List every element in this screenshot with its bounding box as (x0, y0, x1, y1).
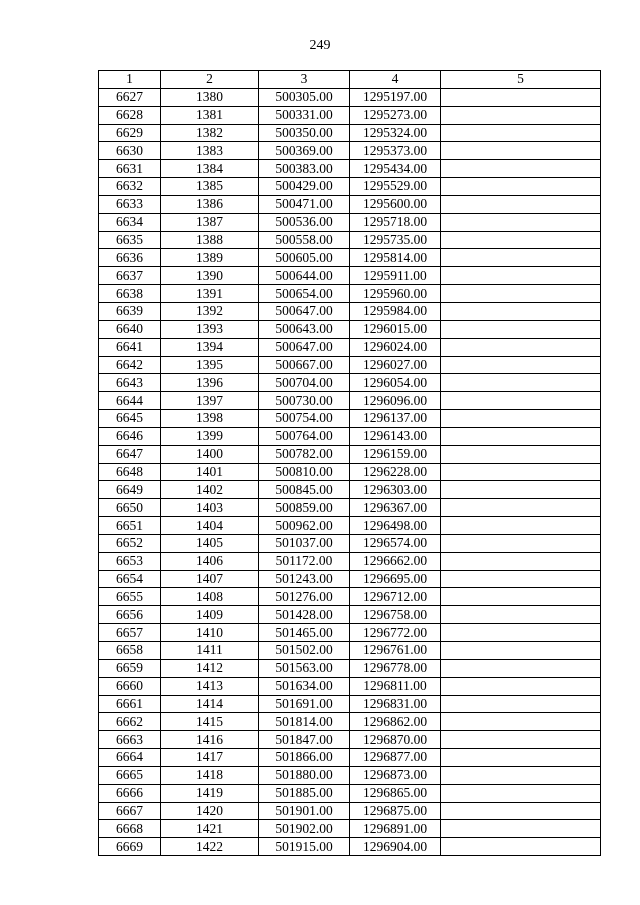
y-coordinate-cell: 1296761.00 (350, 642, 441, 660)
x-coordinate-cell: 501465.00 (259, 624, 350, 642)
table-row (99, 624, 601, 642)
table-row (99, 677, 601, 695)
table-row (99, 231, 601, 249)
note-cell (441, 463, 601, 481)
vertex-number-cell: 1387 (161, 213, 259, 231)
point-number-cell: 6645 (99, 410, 161, 428)
y-coordinate-cell: 1296862.00 (350, 713, 441, 731)
x-coordinate-cell: 501243.00 (259, 570, 350, 588)
vertex-number-cell: 1404 (161, 517, 259, 535)
table-row (99, 802, 601, 820)
table-row (99, 410, 601, 428)
table-row (99, 534, 601, 552)
vertex-number-cell: 1389 (161, 249, 259, 267)
x-coordinate-cell: 501880.00 (259, 766, 350, 784)
note-cell (441, 749, 601, 767)
point-number-cell: 6628 (99, 106, 161, 124)
note-cell (441, 392, 601, 410)
x-coordinate-cell: 501172.00 (259, 552, 350, 570)
note-cell (441, 160, 601, 178)
note-cell (441, 445, 601, 463)
x-coordinate-cell: 500962.00 (259, 517, 350, 535)
vertex-number-cell: 1384 (161, 160, 259, 178)
x-coordinate-cell: 500704.00 (259, 374, 350, 392)
x-coordinate-cell: 500643.00 (259, 320, 350, 338)
vertex-number-cell: 1381 (161, 106, 259, 124)
y-coordinate-cell: 1296778.00 (350, 659, 441, 677)
vertex-number-cell: 1396 (161, 374, 259, 392)
vertex-number-cell: 1393 (161, 320, 259, 338)
point-number-cell: 6641 (99, 338, 161, 356)
table-row (99, 606, 601, 624)
table-row (99, 642, 601, 660)
table-row (99, 195, 601, 213)
point-number-cell: 6631 (99, 160, 161, 178)
y-coordinate-cell: 1296875.00 (350, 802, 441, 820)
note-cell (441, 517, 601, 535)
x-coordinate-cell: 500350.00 (259, 124, 350, 142)
note-cell (441, 338, 601, 356)
note-cell (441, 178, 601, 196)
table-row (99, 142, 601, 160)
point-number-cell: 6644 (99, 392, 161, 410)
note-cell (441, 499, 601, 517)
vertex-number-cell: 1386 (161, 195, 259, 213)
x-coordinate-cell: 501634.00 (259, 677, 350, 695)
note-cell (441, 784, 601, 802)
x-coordinate-cell: 500369.00 (259, 142, 350, 160)
x-coordinate-cell: 501885.00 (259, 784, 350, 802)
point-number-cell: 6648 (99, 463, 161, 481)
table-row (99, 249, 601, 267)
note-cell (441, 195, 601, 213)
vertex-number-cell: 1414 (161, 695, 259, 713)
vertex-number-cell: 1394 (161, 338, 259, 356)
y-coordinate-cell: 1295600.00 (350, 195, 441, 213)
y-coordinate-cell: 1296870.00 (350, 731, 441, 749)
vertex-number-cell: 1409 (161, 606, 259, 624)
x-coordinate-cell: 500383.00 (259, 160, 350, 178)
y-coordinate-cell: 1296367.00 (350, 499, 441, 517)
point-number-cell: 6664 (99, 749, 161, 767)
x-coordinate-cell: 500782.00 (259, 445, 350, 463)
point-number-cell: 6629 (99, 124, 161, 142)
table-row (99, 463, 601, 481)
vertex-number-cell: 1401 (161, 463, 259, 481)
y-coordinate-cell: 1296865.00 (350, 784, 441, 802)
x-coordinate-cell: 501915.00 (259, 838, 350, 856)
column-header-2: 2 (161, 71, 259, 89)
column-header-1: 1 (99, 71, 161, 89)
note-cell (441, 142, 601, 160)
point-number-cell: 6650 (99, 499, 161, 517)
column-header-5: 5 (441, 71, 601, 89)
y-coordinate-cell: 1296159.00 (350, 445, 441, 463)
vertex-number-cell: 1403 (161, 499, 259, 517)
column-header-3: 3 (259, 71, 350, 89)
note-cell (441, 766, 601, 784)
y-coordinate-cell: 1296498.00 (350, 517, 441, 535)
x-coordinate-cell: 500730.00 (259, 392, 350, 410)
table-row (99, 695, 601, 713)
vertex-number-cell: 1399 (161, 427, 259, 445)
y-coordinate-cell: 1296877.00 (350, 749, 441, 767)
y-coordinate-cell: 1296891.00 (350, 820, 441, 838)
point-number-cell: 6667 (99, 802, 161, 820)
x-coordinate-cell: 500471.00 (259, 195, 350, 213)
table-row (99, 285, 601, 303)
note-cell (441, 570, 601, 588)
table-row (99, 106, 601, 124)
y-coordinate-cell: 1295984.00 (350, 302, 441, 320)
page-number: 249 (309, 38, 331, 53)
note-cell (441, 320, 601, 338)
y-coordinate-cell: 1296024.00 (350, 338, 441, 356)
vertex-number-cell: 1406 (161, 552, 259, 570)
vertex-number-cell: 1388 (161, 231, 259, 249)
x-coordinate-cell: 501276.00 (259, 588, 350, 606)
vertex-number-cell: 1395 (161, 356, 259, 374)
point-number-cell: 6647 (99, 445, 161, 463)
x-coordinate-cell: 500558.00 (259, 231, 350, 249)
point-number-cell: 6643 (99, 374, 161, 392)
y-coordinate-cell: 1296873.00 (350, 766, 441, 784)
note-cell (441, 677, 601, 695)
note-cell (441, 88, 601, 106)
vertex-number-cell: 1382 (161, 124, 259, 142)
note-cell (441, 552, 601, 570)
vertex-number-cell: 1380 (161, 88, 259, 106)
x-coordinate-cell: 500305.00 (259, 88, 350, 106)
point-number-cell: 6655 (99, 588, 161, 606)
note-cell (441, 302, 601, 320)
note-cell (441, 374, 601, 392)
y-coordinate-cell: 1296054.00 (350, 374, 441, 392)
point-number-cell: 6642 (99, 356, 161, 374)
x-coordinate-cell: 501502.00 (259, 642, 350, 660)
point-number-cell: 6659 (99, 659, 161, 677)
note-cell (441, 642, 601, 660)
table-row (99, 445, 601, 463)
y-coordinate-cell: 1295718.00 (350, 213, 441, 231)
point-number-cell: 6658 (99, 642, 161, 660)
vertex-number-cell: 1390 (161, 267, 259, 285)
y-coordinate-cell: 1296772.00 (350, 624, 441, 642)
note-cell (441, 838, 601, 856)
table-row (99, 731, 601, 749)
x-coordinate-cell: 500859.00 (259, 499, 350, 517)
x-coordinate-cell: 501691.00 (259, 695, 350, 713)
point-number-cell: 6635 (99, 231, 161, 249)
y-coordinate-cell: 1295434.00 (350, 160, 441, 178)
vertex-number-cell: 1410 (161, 624, 259, 642)
y-coordinate-cell: 1295960.00 (350, 285, 441, 303)
point-number-cell: 6660 (99, 677, 161, 695)
table-row (99, 392, 601, 410)
point-number-cell: 6661 (99, 695, 161, 713)
y-coordinate-cell: 1296712.00 (350, 588, 441, 606)
vertex-number-cell: 1402 (161, 481, 259, 499)
point-number-cell: 6652 (99, 534, 161, 552)
table-row (99, 356, 601, 374)
note-cell (441, 820, 601, 838)
vertex-number-cell: 1411 (161, 642, 259, 660)
table-row (99, 88, 601, 106)
y-coordinate-cell: 1296137.00 (350, 410, 441, 428)
y-coordinate-cell: 1295324.00 (350, 124, 441, 142)
table-row (99, 659, 601, 677)
note-cell (441, 427, 601, 445)
y-coordinate-cell: 1295814.00 (350, 249, 441, 267)
table-row (99, 570, 601, 588)
vertex-number-cell: 1400 (161, 445, 259, 463)
table-row (99, 499, 601, 517)
note-cell (441, 695, 601, 713)
point-number-cell: 6651 (99, 517, 161, 535)
note-cell (441, 606, 601, 624)
table-row (99, 713, 601, 731)
header-row (99, 71, 601, 89)
x-coordinate-cell: 501563.00 (259, 659, 350, 677)
y-coordinate-cell: 1295373.00 (350, 142, 441, 160)
point-number-cell: 6665 (99, 766, 161, 784)
table-row (99, 517, 601, 535)
note-cell (441, 802, 601, 820)
note-cell (441, 106, 601, 124)
x-coordinate-cell: 501037.00 (259, 534, 350, 552)
vertex-number-cell: 1413 (161, 677, 259, 695)
vertex-number-cell: 1421 (161, 820, 259, 838)
y-coordinate-cell: 1295273.00 (350, 106, 441, 124)
point-number-cell: 6656 (99, 606, 161, 624)
x-coordinate-cell: 500647.00 (259, 302, 350, 320)
point-number-cell: 6657 (99, 624, 161, 642)
vertex-number-cell: 1422 (161, 838, 259, 856)
y-coordinate-cell: 1296228.00 (350, 463, 441, 481)
point-number-cell: 6640 (99, 320, 161, 338)
vertex-number-cell: 1405 (161, 534, 259, 552)
point-number-cell: 6668 (99, 820, 161, 838)
note-cell (441, 410, 601, 428)
x-coordinate-cell: 500754.00 (259, 410, 350, 428)
note-cell (441, 624, 601, 642)
point-number-cell: 6662 (99, 713, 161, 731)
vertex-number-cell: 1391 (161, 285, 259, 303)
point-number-cell: 6632 (99, 178, 161, 196)
y-coordinate-cell: 1295529.00 (350, 178, 441, 196)
y-coordinate-cell: 1296662.00 (350, 552, 441, 570)
vertex-number-cell: 1407 (161, 570, 259, 588)
y-coordinate-cell: 1296143.00 (350, 427, 441, 445)
point-number-cell: 6639 (99, 302, 161, 320)
table-row (99, 588, 601, 606)
vertex-number-cell: 1416 (161, 731, 259, 749)
point-number-cell: 6653 (99, 552, 161, 570)
x-coordinate-cell: 501814.00 (259, 713, 350, 731)
table-row (99, 427, 601, 445)
coordinates-table (98, 70, 601, 856)
note-cell (441, 231, 601, 249)
note-cell (441, 588, 601, 606)
table-row (99, 784, 601, 802)
x-coordinate-cell: 501428.00 (259, 606, 350, 624)
note-cell (441, 713, 601, 731)
vertex-number-cell: 1415 (161, 713, 259, 731)
note-cell (441, 213, 601, 231)
note-cell (441, 124, 601, 142)
point-number-cell: 6666 (99, 784, 161, 802)
point-number-cell: 6663 (99, 731, 161, 749)
y-coordinate-cell: 1296574.00 (350, 534, 441, 552)
table-row (99, 124, 601, 142)
vertex-number-cell: 1417 (161, 749, 259, 767)
vertex-number-cell: 1420 (161, 802, 259, 820)
y-coordinate-cell: 1296904.00 (350, 838, 441, 856)
table-row (99, 320, 601, 338)
point-number-cell: 6669 (99, 838, 161, 856)
vertex-number-cell: 1419 (161, 784, 259, 802)
table-row (99, 481, 601, 499)
x-coordinate-cell: 500845.00 (259, 481, 350, 499)
table-row (99, 552, 601, 570)
table-body (99, 88, 601, 855)
x-coordinate-cell: 500536.00 (259, 213, 350, 231)
table-row (99, 838, 601, 856)
note-cell (441, 356, 601, 374)
point-number-cell: 6634 (99, 213, 161, 231)
y-coordinate-cell: 1296303.00 (350, 481, 441, 499)
vertex-number-cell: 1408 (161, 588, 259, 606)
x-coordinate-cell: 500429.00 (259, 178, 350, 196)
point-number-cell: 6637 (99, 267, 161, 285)
table-row (99, 302, 601, 320)
x-coordinate-cell: 500764.00 (259, 427, 350, 445)
note-cell (441, 249, 601, 267)
table-row (99, 213, 601, 231)
point-number-cell: 6649 (99, 481, 161, 499)
note-cell (441, 285, 601, 303)
x-coordinate-cell: 500654.00 (259, 285, 350, 303)
x-coordinate-cell: 501902.00 (259, 820, 350, 838)
point-number-cell: 6654 (99, 570, 161, 588)
x-coordinate-cell: 500331.00 (259, 106, 350, 124)
vertex-number-cell: 1392 (161, 302, 259, 320)
y-coordinate-cell: 1295911.00 (350, 267, 441, 285)
note-cell (441, 481, 601, 499)
table-row (99, 338, 601, 356)
y-coordinate-cell: 1295197.00 (350, 88, 441, 106)
vertex-number-cell: 1385 (161, 178, 259, 196)
x-coordinate-cell: 501847.00 (259, 731, 350, 749)
point-number-cell: 6638 (99, 285, 161, 303)
x-coordinate-cell: 500644.00 (259, 267, 350, 285)
table-row (99, 160, 601, 178)
point-number-cell: 6630 (99, 142, 161, 160)
y-coordinate-cell: 1295735.00 (350, 231, 441, 249)
y-coordinate-cell: 1296015.00 (350, 320, 441, 338)
y-coordinate-cell: 1296027.00 (350, 356, 441, 374)
x-coordinate-cell: 500667.00 (259, 356, 350, 374)
y-coordinate-cell: 1296096.00 (350, 392, 441, 410)
table-row (99, 749, 601, 767)
vertex-number-cell: 1412 (161, 659, 259, 677)
note-cell (441, 267, 601, 285)
table-row (99, 820, 601, 838)
note-cell (441, 731, 601, 749)
vertex-number-cell: 1398 (161, 410, 259, 428)
vertex-number-cell: 1418 (161, 766, 259, 784)
point-number-cell: 6636 (99, 249, 161, 267)
column-header-4: 4 (350, 71, 441, 89)
table-row (99, 267, 601, 285)
x-coordinate-cell: 501901.00 (259, 802, 350, 820)
table-row (99, 374, 601, 392)
x-coordinate-cell: 501866.00 (259, 749, 350, 767)
note-cell (441, 534, 601, 552)
y-coordinate-cell: 1296811.00 (350, 677, 441, 695)
vertex-number-cell: 1397 (161, 392, 259, 410)
x-coordinate-cell: 500605.00 (259, 249, 350, 267)
point-number-cell: 6646 (99, 427, 161, 445)
vertex-number-cell: 1383 (161, 142, 259, 160)
table-row (99, 178, 601, 196)
y-coordinate-cell: 1296758.00 (350, 606, 441, 624)
table-row (99, 766, 601, 784)
x-coordinate-cell: 500810.00 (259, 463, 350, 481)
point-number-cell: 6627 (99, 88, 161, 106)
y-coordinate-cell: 1296831.00 (350, 695, 441, 713)
y-coordinate-cell: 1296695.00 (350, 570, 441, 588)
table-header (99, 71, 601, 89)
point-number-cell: 6633 (99, 195, 161, 213)
note-cell (441, 659, 601, 677)
x-coordinate-cell: 500647.00 (259, 338, 350, 356)
